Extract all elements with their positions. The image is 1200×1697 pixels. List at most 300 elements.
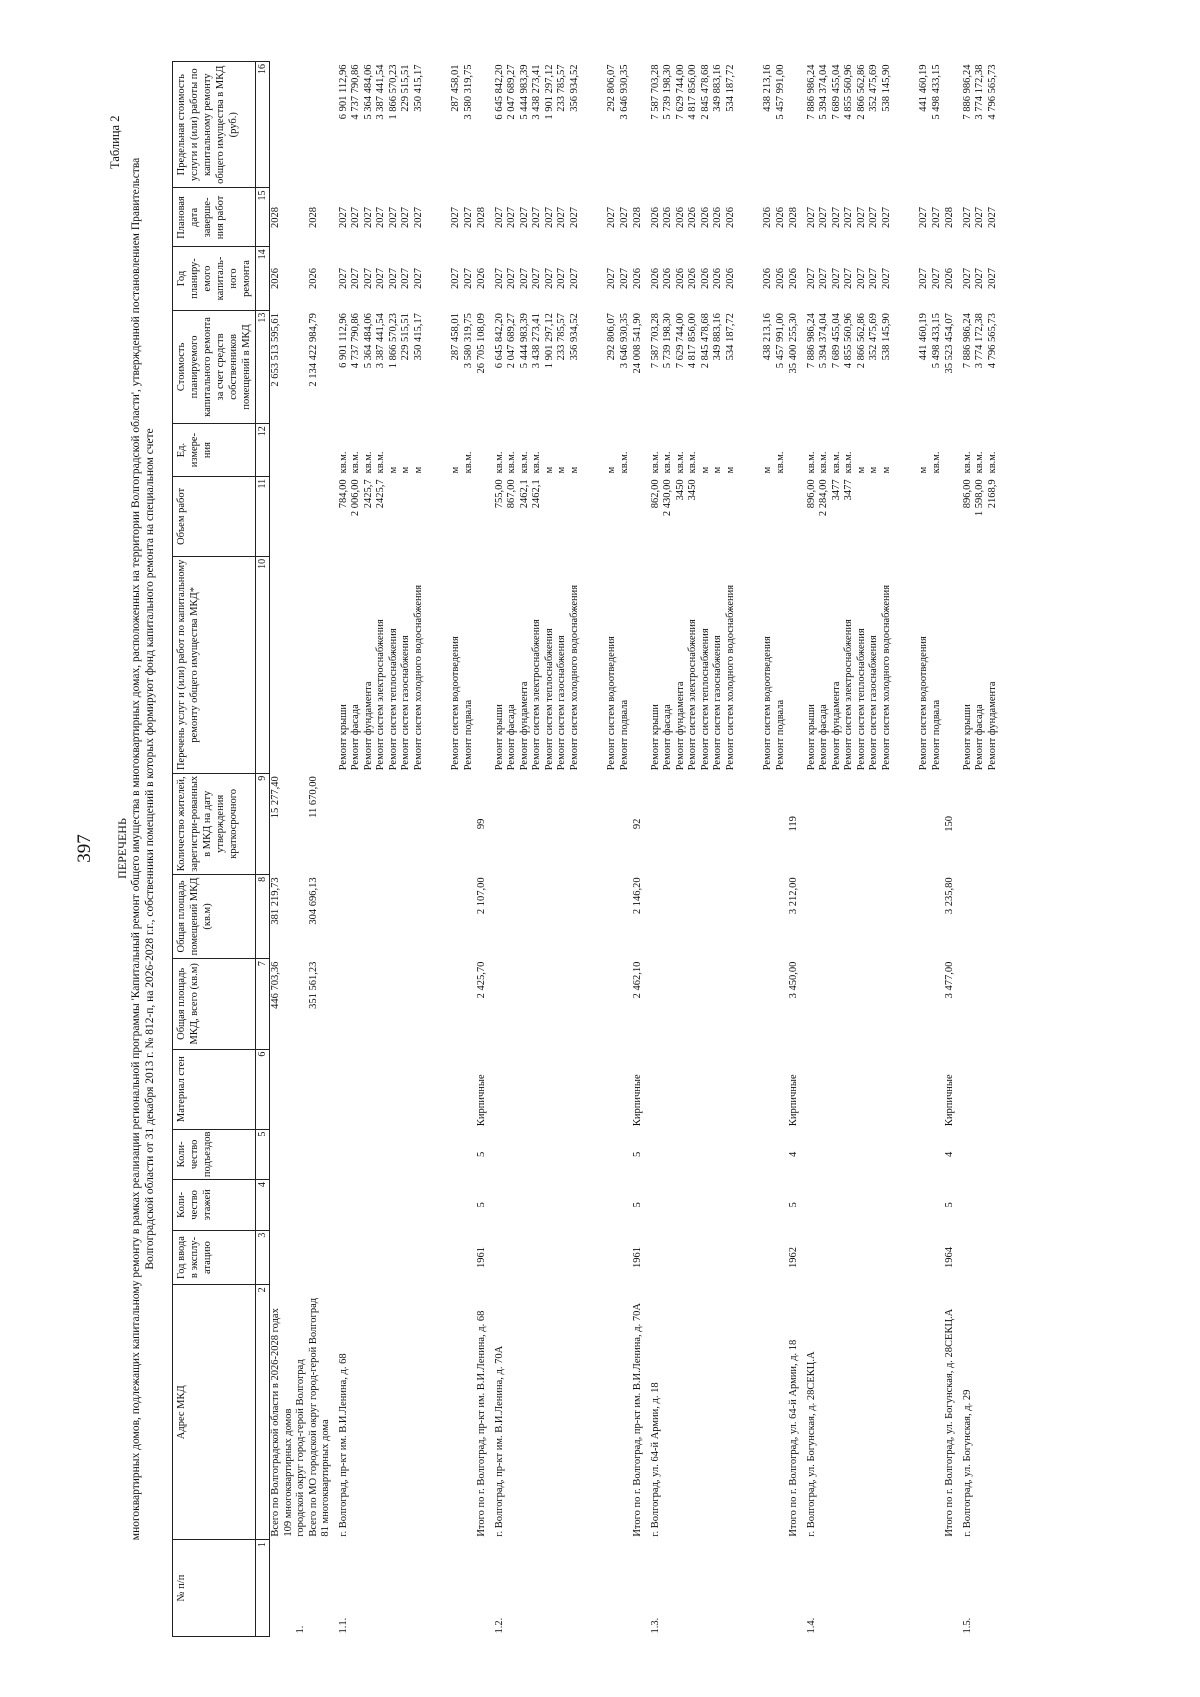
work-name: Ремонт фундамента xyxy=(518,681,530,771)
work-cost: 6 901 112,96 xyxy=(337,313,349,368)
work-name: Ремонт систем теплоснабжения xyxy=(543,628,555,771)
work-volume xyxy=(868,476,881,556)
column-number: 2 xyxy=(256,1285,270,1540)
work-end-date: 2027 xyxy=(805,206,817,228)
work-year: 2027 xyxy=(880,268,892,289)
header-cell: Перечень услуг и (или) работ по капитальному ремонту общего имущества МКД* xyxy=(173,556,256,773)
work-limit-cost: 5 364 484,06 xyxy=(362,64,374,120)
document-title: ПЕРЕЧЕНЬ xyxy=(115,818,129,879)
house-residents: 119 xyxy=(788,816,799,832)
work-year: 2026 xyxy=(762,268,773,289)
house-total-end: 2028 xyxy=(788,206,799,228)
work-volume: 3450 xyxy=(674,479,686,501)
work-row xyxy=(987,62,1000,1637)
summary-row xyxy=(320,62,333,1637)
house-total-end: 2028 xyxy=(632,206,643,228)
column-number: 11 xyxy=(256,476,270,556)
work-name: Ремонт подвала xyxy=(930,699,942,771)
house-total-end: 2028 xyxy=(476,206,487,228)
work-end-date: 2027 xyxy=(606,206,617,228)
house-number: 1.5. xyxy=(961,1617,973,1634)
house-floors: 5 xyxy=(944,1202,955,1208)
work-year: 2027 xyxy=(450,268,461,289)
work-limit-cost: 352 475,69 xyxy=(868,64,879,112)
work-end-date: 2027 xyxy=(868,206,879,228)
work-row xyxy=(662,62,675,1637)
work-volume xyxy=(856,476,869,556)
work-unit: кв.м. xyxy=(337,451,349,474)
work-volume: 896,00 xyxy=(805,479,817,509)
work-row xyxy=(881,62,894,1637)
work-volume xyxy=(775,476,788,556)
header-cell: Коли-чество этажей xyxy=(173,1180,256,1231)
work-row xyxy=(806,62,819,1637)
work-end-date: 2027 xyxy=(918,206,929,228)
work-year: 2027 xyxy=(830,268,842,289)
house-total-row xyxy=(631,62,645,1637)
work-name: Ремонт фундамента xyxy=(986,681,998,771)
work-cost: 5 498 433,15 xyxy=(930,313,942,369)
work-unit: м xyxy=(712,466,723,474)
work-row xyxy=(856,62,869,1637)
header-cell: Материал стен xyxy=(173,1049,256,1129)
house-living-area: 2 146,20 xyxy=(632,877,643,915)
work-cost: 5 739 198,30 xyxy=(662,313,673,369)
work-limit-cost: 4 817 856,00 xyxy=(687,64,698,120)
work-name: Ремонт систем электроснабжения xyxy=(531,619,542,771)
work-volume xyxy=(931,476,944,556)
house-total-cost: 35 523 454,07 xyxy=(944,313,955,374)
work-unit: кв.м. xyxy=(974,451,985,474)
work-name: Ремонт крыши xyxy=(805,704,817,771)
work-name: Ремонт систем газоснабжения xyxy=(556,635,567,771)
work-cost: 2 047 689,27 xyxy=(506,313,517,369)
work-name: Ремонт крыши xyxy=(337,704,349,771)
work-row xyxy=(463,62,476,1637)
house-number: 1.3. xyxy=(649,1617,661,1634)
work-row xyxy=(918,62,931,1637)
work-cost: 7 689 455,04 xyxy=(830,313,842,369)
work-cost: 233 785,57 xyxy=(556,313,567,361)
work-unit: кв.м. xyxy=(818,451,829,474)
work-volume: 2 006,00 xyxy=(350,479,361,517)
work-end-date: 2027 xyxy=(518,206,530,228)
header-cell: Стоимость планируемого капитального ремонта за счет средств собственников помещений в МКД xyxy=(173,310,256,424)
work-end-date: 2027 xyxy=(387,206,399,228)
house-total-cost: 26 705 108,09 xyxy=(476,313,487,374)
work-end-date: 2026 xyxy=(662,206,673,228)
work-row xyxy=(606,62,619,1637)
work-limit-cost: 3 387 441,54 xyxy=(375,64,386,120)
work-unit: кв.м. xyxy=(531,451,542,474)
work-volume xyxy=(619,476,632,556)
work-year: 2027 xyxy=(918,268,929,289)
work-cost: 4 737 790,86 xyxy=(350,313,361,369)
work-unit: кв.м. xyxy=(986,451,998,474)
work-row xyxy=(675,62,688,1637)
work-end-date: 2026 xyxy=(774,206,786,228)
work-row xyxy=(350,62,363,1637)
work-unit: м xyxy=(724,466,736,474)
work-cost: 5 444 983,39 xyxy=(518,313,530,369)
work-year: 2027 xyxy=(493,268,505,289)
house-total-year: 2026 xyxy=(944,268,955,289)
summary-row xyxy=(283,62,296,1637)
work-unit: кв.м. xyxy=(687,451,698,474)
work-unit: м xyxy=(855,466,867,474)
mo-total-cost: 2 134 422 984,79 xyxy=(307,313,319,387)
header-cell: Количество жителей, зарегистри-рованных в МКД на дату утверждения краткосрочного xyxy=(173,773,256,874)
work-cost: 229 515,51 xyxy=(400,313,411,361)
house-total-end: 2028 xyxy=(944,206,955,228)
work-year: 2026 xyxy=(724,268,736,289)
house-wall-material: Кирпичные xyxy=(944,1074,955,1127)
repair-list-table xyxy=(172,61,999,1637)
work-unit: кв.м. xyxy=(649,451,661,474)
work-limit-cost: 233 785,57 xyxy=(556,64,567,112)
work-end-date: 2027 xyxy=(462,206,474,228)
mo-total-year: 2026 xyxy=(307,268,319,289)
work-cost: 356 934,52 xyxy=(568,313,580,361)
house-address: г. Волгоград, ул. Богунская, д. 29 xyxy=(961,1389,973,1537)
work-end-date: 2026 xyxy=(674,206,686,228)
work-end-date: 2027 xyxy=(375,206,386,228)
house-address: г. Волгоград, пр-кт им. В.И.Ленина, д. 70А xyxy=(493,1345,505,1537)
work-limit-cost: 356 934,52 xyxy=(568,64,580,112)
work-cost: 352 475,69 xyxy=(868,313,879,361)
work-name: Ремонт систем электроснабжения xyxy=(687,619,698,771)
house-residents: 150 xyxy=(944,815,955,832)
work-cost: 441 460,19 xyxy=(918,313,929,361)
work-unit: м xyxy=(543,466,555,474)
work-row xyxy=(388,62,401,1637)
house-total-label: Итого по г. Волгоград, ул. 64-й Армии, д. 18 xyxy=(788,1339,799,1537)
table-body xyxy=(270,62,1000,1637)
work-year: 2027 xyxy=(375,268,386,289)
column-number: 8 xyxy=(256,874,270,958)
column-number: 7 xyxy=(256,959,270,1050)
work-limit-cost: 5 739 198,30 xyxy=(662,64,673,120)
work-unit: м xyxy=(918,466,929,474)
work-limit-cost: 6 645 842,20 xyxy=(493,64,505,120)
work-row xyxy=(413,62,426,1637)
house-floors: 5 xyxy=(788,1202,799,1208)
work-name: Ремонт фундамента xyxy=(830,681,842,771)
work-volume xyxy=(463,476,476,556)
work-cost: 292 806,07 xyxy=(606,313,617,361)
work-name: Ремонт систем теплоснабжения xyxy=(855,628,867,771)
work-cost: 3 438 273,41 xyxy=(531,313,542,369)
work-end-date: 2026 xyxy=(762,206,773,228)
house-residents: 99 xyxy=(476,818,487,830)
work-year: 2027 xyxy=(986,268,998,289)
work-row xyxy=(931,62,944,1637)
work-row xyxy=(569,62,582,1637)
work-row xyxy=(494,62,507,1637)
column-number: 13 xyxy=(256,310,270,424)
region-total-year: 2026 xyxy=(270,268,281,289)
house-residents: 92 xyxy=(632,818,643,830)
mo-houses-label: 81 многоквартирных дома xyxy=(320,1419,331,1537)
work-volume xyxy=(881,476,894,556)
work-unit: кв.м. xyxy=(618,451,630,474)
work-year: 2026 xyxy=(662,268,673,289)
work-year: 2026 xyxy=(774,268,786,289)
house-total-area: 2 425,70 xyxy=(476,961,487,999)
work-cost: 5 457 991,00 xyxy=(774,313,786,369)
work-volume: 2 284,00 xyxy=(818,479,829,517)
work-limit-cost: 441 460,19 xyxy=(918,64,929,112)
region-total-area: 446 703,36 xyxy=(270,961,281,1009)
work-end-date: 2027 xyxy=(974,206,985,228)
work-name: Ремонт подвала xyxy=(774,699,786,771)
work-limit-cost: 538 145,90 xyxy=(880,64,892,112)
work-name: Ремонт крыши xyxy=(493,704,505,771)
house-living-area: 2 107,00 xyxy=(476,877,487,915)
work-end-date: 2027 xyxy=(531,206,542,228)
work-name: Ремонт подвала xyxy=(618,699,630,771)
work-name: Ремонт систем теплоснабжения xyxy=(699,628,711,771)
work-year: 2027 xyxy=(843,268,854,289)
work-end-date: 2027 xyxy=(930,206,942,228)
work-volume xyxy=(556,476,569,556)
work-row xyxy=(974,62,987,1637)
work-name: Ремонт фундамента xyxy=(674,681,686,771)
work-limit-cost: 2 047 689,27 xyxy=(506,64,517,120)
work-row xyxy=(843,62,856,1637)
work-row xyxy=(506,62,519,1637)
work-cost: 2 866 562,86 xyxy=(855,313,867,369)
work-row xyxy=(531,62,544,1637)
work-end-date: 2027 xyxy=(400,206,411,228)
column-number: 1 xyxy=(256,1540,270,1637)
column-number: 14 xyxy=(256,247,270,310)
work-name: Ремонт систем холодного водоснабжения xyxy=(568,584,580,771)
work-name: Ремонт систем водоотведения xyxy=(450,636,461,771)
work-limit-cost: 534 187,72 xyxy=(724,64,736,112)
work-unit: м xyxy=(699,466,711,474)
work-year: 2027 xyxy=(961,268,973,289)
column-number: 3 xyxy=(256,1230,270,1285)
house-living-area: 3 235,80 xyxy=(944,877,955,915)
header-cell: Предельная стоимость услуги и (или) работы по капитальному ремонту общего имущества в МКД (руб.) xyxy=(173,62,256,188)
table-label: Таблица 2 xyxy=(108,115,122,169)
work-end-date: 2026 xyxy=(649,206,661,228)
work-year: 2027 xyxy=(400,268,411,289)
work-end-date: 2027 xyxy=(830,206,842,228)
work-name: Ремонт фасада xyxy=(350,704,361,771)
header-cell: Общая площадь МКД, всего (кв.м) xyxy=(173,959,256,1050)
work-end-date: 2027 xyxy=(618,206,630,228)
work-cost: 350 415,17 xyxy=(412,313,424,361)
work-volume: 2462,1 xyxy=(518,479,530,509)
work-cost: 4 796 565,73 xyxy=(986,313,998,369)
house-total-label: Итого по г. Волгоград, пр-кт им. В.И.Ленина, д. 70А xyxy=(632,1303,643,1537)
house-year: 1962 xyxy=(788,1247,799,1269)
work-cost: 7 587 703,28 xyxy=(649,313,661,369)
house-year: 1961 xyxy=(632,1247,643,1269)
header-cell: Плановая дата заверше-ния работ xyxy=(173,188,256,247)
work-row xyxy=(619,62,632,1637)
work-end-date: 2027 xyxy=(556,206,567,228)
work-cost: 3 387 441,54 xyxy=(375,313,386,369)
house-total-area: 2 462,10 xyxy=(632,961,643,999)
work-row xyxy=(544,62,557,1637)
work-unit: кв.м. xyxy=(843,451,854,474)
work-limit-cost: 1 901 297,12 xyxy=(543,64,555,120)
work-unit: кв.м. xyxy=(362,451,374,474)
work-end-date: 2026 xyxy=(724,206,736,228)
work-name: Ремонт крыши xyxy=(961,704,973,771)
work-year: 2027 xyxy=(518,268,530,289)
house-wall-material: Кирпичные xyxy=(788,1074,799,1127)
work-year: 2027 xyxy=(337,268,349,289)
work-row xyxy=(375,62,388,1637)
work-year: 2027 xyxy=(606,268,617,289)
work-cost: 534 187,72 xyxy=(724,313,736,361)
work-year: 2026 xyxy=(712,268,723,289)
house-entrances: 4 xyxy=(944,1151,955,1157)
work-year: 2027 xyxy=(974,268,985,289)
house-total-row xyxy=(943,62,957,1637)
work-name: Ремонт фасада xyxy=(818,704,829,771)
work-unit: м xyxy=(387,466,399,474)
work-limit-cost: 2 866 562,86 xyxy=(855,64,867,120)
work-end-date: 2027 xyxy=(412,206,424,228)
work-volume: 2425,7 xyxy=(362,479,374,509)
table-header-row xyxy=(173,62,256,1637)
mo-total-area: 351 561,23 xyxy=(307,961,319,1009)
work-name: Ремонт систем газоснабжения xyxy=(400,635,411,771)
work-volume xyxy=(700,476,713,556)
work-year: 2027 xyxy=(868,268,879,289)
work-limit-cost: 229 515,51 xyxy=(400,64,411,112)
work-cost: 3 646 930,35 xyxy=(618,313,630,369)
work-row xyxy=(687,62,700,1637)
column-number: 9 xyxy=(256,773,270,874)
work-limit-cost: 7 629 744,00 xyxy=(674,64,686,120)
work-row xyxy=(762,62,775,1637)
header-cell: № п/п xyxy=(173,1540,256,1637)
work-year: 2027 xyxy=(805,268,817,289)
work-unit: м xyxy=(868,466,879,474)
work-limit-cost: 6 901 112,96 xyxy=(337,64,349,120)
summary-row xyxy=(270,62,283,1637)
gap-row xyxy=(581,62,606,1637)
house-floors: 5 xyxy=(632,1202,643,1208)
work-unit: м xyxy=(880,466,892,474)
houses-count-label: 109 многоквартирных домов xyxy=(282,1408,294,1537)
work-row xyxy=(700,62,713,1637)
work-volume: 755,00 xyxy=(493,479,505,509)
work-end-date: 2027 xyxy=(362,206,374,228)
work-row xyxy=(519,62,532,1637)
work-cost: 6 645 842,20 xyxy=(493,313,505,369)
work-end-date: 2027 xyxy=(843,206,854,228)
work-unit: кв.м. xyxy=(662,451,673,474)
work-unit: кв.м. xyxy=(350,451,361,474)
work-row xyxy=(650,62,663,1637)
work-end-date: 2026 xyxy=(712,206,723,228)
mo-total-label: Всего по МО городской округ город-герой Волгоград xyxy=(307,1297,319,1537)
work-row xyxy=(556,62,569,1637)
house-total-year: 2026 xyxy=(476,268,487,289)
work-name: Ремонт фундамента xyxy=(362,681,374,771)
work-name: Ремонт крыши xyxy=(649,704,661,771)
house-entrances: 5 xyxy=(476,1151,487,1157)
work-volume xyxy=(712,476,725,556)
work-year: 2026 xyxy=(649,268,661,289)
work-cost: 1 866 570,23 xyxy=(387,313,399,369)
work-volume: 2168,9 xyxy=(986,479,998,509)
work-unit: м xyxy=(412,466,424,474)
work-year: 2026 xyxy=(674,268,686,289)
work-unit: кв.м. xyxy=(674,451,686,474)
work-limit-cost: 7 886 986,24 xyxy=(805,64,817,120)
work-unit: кв.м. xyxy=(375,451,386,474)
header-cell: Объем работ xyxy=(173,476,256,556)
house-entrances: 4 xyxy=(788,1151,799,1157)
work-limit-cost: 1 866 570,23 xyxy=(387,64,399,120)
work-volume xyxy=(725,476,738,556)
work-cost: 7 886 986,24 xyxy=(961,313,973,369)
work-row xyxy=(338,62,351,1637)
district-name: городской округ город-герой Волгоград xyxy=(295,1359,306,1537)
work-year: 2026 xyxy=(687,268,698,289)
work-row xyxy=(450,62,463,1637)
work-volume xyxy=(762,476,775,556)
region-total-end: 2028 xyxy=(270,206,281,228)
work-volume xyxy=(918,476,931,556)
region-total-label: Всего по Волгоградской области в 2026-2028 годах xyxy=(270,1308,281,1537)
column-number: 16 xyxy=(256,62,270,188)
work-unit: м xyxy=(606,466,617,474)
work-limit-cost: 350 415,17 xyxy=(412,64,424,112)
work-end-date: 2027 xyxy=(450,206,461,228)
work-limit-cost: 3 646 930,35 xyxy=(618,64,630,120)
work-limit-cost: 5 394 374,04 xyxy=(818,64,829,120)
work-cost: 5 364 484,06 xyxy=(362,313,374,369)
work-limit-cost: 3 774 172,38 xyxy=(974,64,985,120)
work-volume: 2 430,00 xyxy=(662,479,673,517)
work-volume: 3450 xyxy=(687,479,698,501)
work-limit-cost: 4 796 565,73 xyxy=(986,64,998,120)
region-total-cost: 2 653 513 595,61 xyxy=(270,313,281,387)
house-total-year: 2026 xyxy=(788,268,799,289)
column-number: 15 xyxy=(256,188,270,247)
work-unit: кв.м. xyxy=(506,451,517,474)
work-unit: кв.м. xyxy=(961,451,973,474)
header-cell: Адрес МКД xyxy=(173,1285,256,1540)
work-row xyxy=(725,62,738,1637)
work-unit: м xyxy=(762,466,773,474)
house-number: 1.1. xyxy=(337,1617,349,1634)
house-total-area: 3 477,00 xyxy=(944,961,955,999)
work-unit: кв.м. xyxy=(462,451,474,474)
work-end-date: 2027 xyxy=(350,206,361,228)
work-cost: 7 629 744,00 xyxy=(674,313,686,369)
work-volume xyxy=(388,476,401,556)
work-limit-cost: 3 580 319,75 xyxy=(462,64,474,120)
column-number-row xyxy=(256,62,270,1637)
work-name: Ремонт подвала xyxy=(462,699,474,771)
work-cost: 349 883,16 xyxy=(712,313,723,361)
house-wall-material: Кирпичные xyxy=(632,1074,643,1127)
work-row xyxy=(818,62,831,1637)
work-end-date: 2027 xyxy=(337,206,349,228)
work-volume: 896,00 xyxy=(961,479,973,509)
work-limit-cost: 7 886 986,24 xyxy=(961,64,973,120)
